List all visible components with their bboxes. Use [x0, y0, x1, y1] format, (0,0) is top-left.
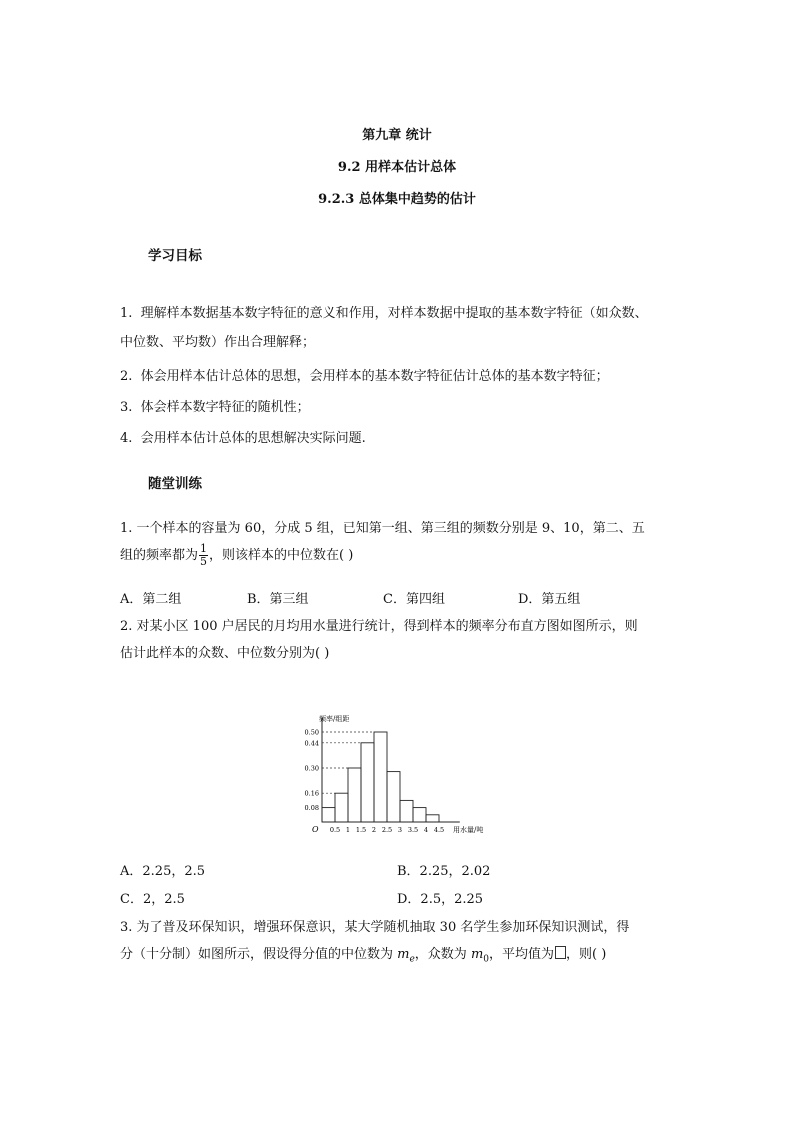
q1-line1: 1. 一个样本的容量为 60，分成 5 组，已知第一组、第三组的频数分别是 9、10，第二、五 [120, 521, 645, 536]
chapter-title: 第九章 统计 [362, 128, 432, 143]
x-tick-label: 4.5 [433, 826, 445, 834]
objective-4: 4. 会用样本估计总体的思想解决实际问题. [120, 431, 366, 446]
x-tick-label: 0.5 [329, 826, 341, 834]
y-tick-label: 0.30 [304, 764, 319, 773]
mean-symbol-placeholder [555, 946, 566, 959]
subsection-title: 9.2.3 总体集中趋势的估计 [318, 192, 476, 207]
objective-3: 3. 体会样本数字特征的随机性； [120, 400, 310, 415]
x-tick-label: 1.5 [355, 826, 367, 834]
y-tick-label: 0.16 [304, 789, 319, 798]
q2-line2: 估计此样本的众数、中位数分别为( ) [120, 646, 330, 661]
x-tick-label: 3 [397, 826, 403, 834]
histogram-bar [361, 743, 374, 822]
q1-option-c: C．第四组 [383, 592, 445, 607]
y-axis-label: 频率/组距 [319, 715, 350, 723]
y-tick-label: 0.50 [304, 728, 319, 737]
q2-option-a: A．2.25，2.5 [120, 864, 206, 879]
objective-2: 2. 体会用样本估计总体的思想，会用样本的基本数字特征估计总体的基本数字特征； [120, 369, 609, 384]
q3-line2: 分（十分制）如图所示，假设得分值的中位数为 $m_e$，众数为 $m_0$，平均值为 ，则( ) [120, 947, 607, 965]
x-tick-label: 2.5 [381, 826, 393, 834]
histogram-bar [322, 808, 335, 822]
histogram-bar [348, 768, 361, 822]
practice-heading: 随堂训练 [148, 476, 202, 492]
x-tick-label: 4 [423, 826, 429, 834]
objective-1: 1. 理解样本数据基本数字特征的意义和作用，对样本数据中提取的基本数字特征（如众数、 [120, 306, 648, 321]
x-axis-label: 用水量/吨 [453, 826, 484, 834]
histogram-bar [400, 800, 413, 822]
y-tick-label: 0.08 [304, 804, 319, 813]
q1-option-d: D．第五组 [518, 592, 581, 607]
q1-line2: 组的频率都为 $\frac{1}{5}$ ，则该样本的中位数在( ) [120, 542, 354, 568]
q1-option-a: A．第二组 [120, 592, 182, 607]
fraction-one-fifth: $\frac{1}{5}$ [200, 542, 208, 568]
x-tick-label: 1 [345, 826, 351, 834]
frequency-histogram [296, 712, 506, 838]
q3-line1: 3. 为了普及环保知识，增强环保意识，某大学随机抽取 30 名学生参加环保知识测试，得 [120, 920, 630, 935]
x-tick-label: 3.5 [407, 826, 419, 834]
q1-option-b: B．第三组 [247, 592, 309, 607]
y-tick-label: 0.44 [304, 739, 319, 748]
histogram-bar [387, 772, 400, 822]
objective-1-cont: 中位数、平均数）作出合理解释； [120, 335, 316, 350]
objectives-heading: 学习目标 [148, 248, 202, 264]
histogram-bar [413, 808, 426, 822]
q2-option-b: B．2.25，2.02 [397, 864, 491, 879]
histogram-bar [374, 732, 387, 822]
q2-option-d: D．2.5，2.25 [397, 892, 484, 907]
section-title: 9.2 用样本估计总体 [337, 160, 457, 175]
q2-option-c: C．2，2.5 [120, 892, 185, 907]
x-tick-label: 2 [371, 826, 377, 834]
histogram-bar [335, 793, 348, 822]
q2-line1: 2. 对某小区 100 户居民的月均用水量进行统计，得到样本的频率分布直方图如图所示，则 [120, 619, 638, 634]
histogram-bar [426, 815, 439, 822]
origin-label: O [312, 825, 319, 834]
